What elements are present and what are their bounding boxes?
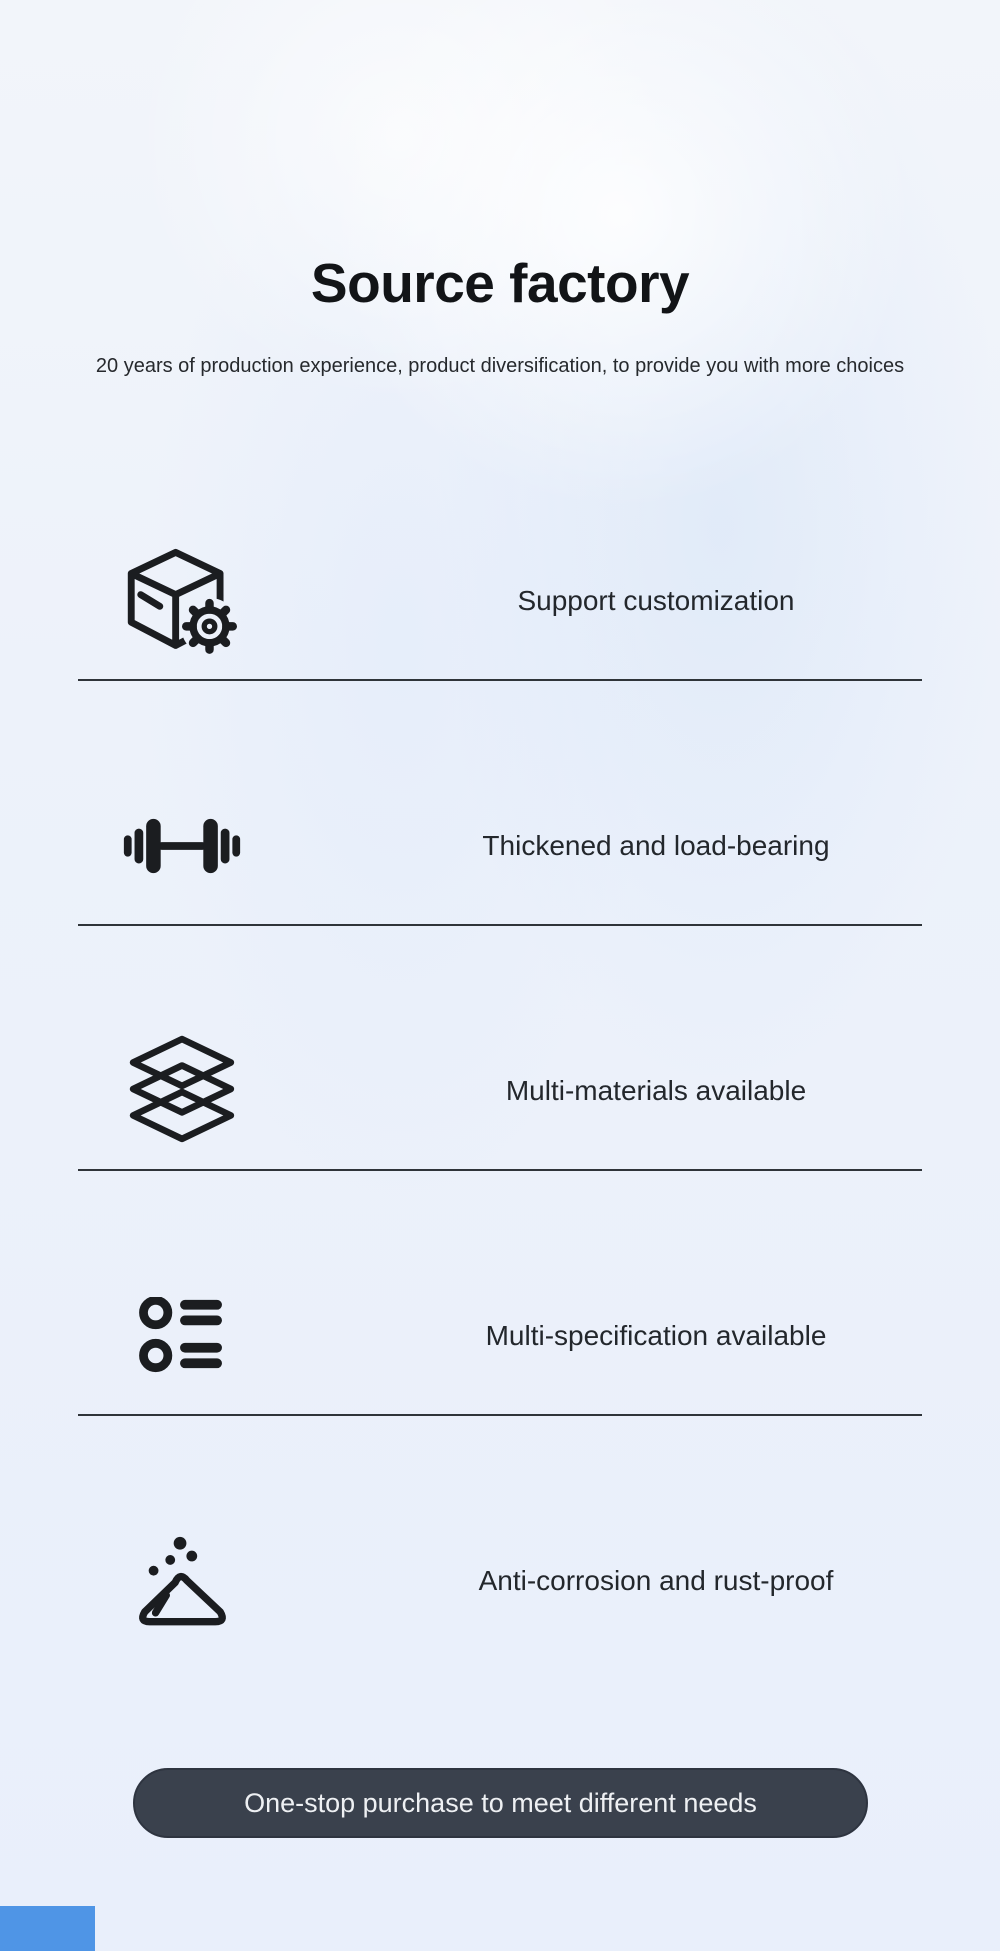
feature-label: Thickened and load-bearing — [482, 830, 830, 861]
feature-label: Anti-corrosion and rust-proof — [478, 1565, 834, 1596]
feature-row-specification — [78, 1171, 922, 1414]
next-section-peek — [0, 1906, 95, 1951]
box-gear-icon — [117, 523, 247, 679]
features-list — [0, 436, 1000, 1659]
list-circles-icon — [117, 1258, 247, 1414]
dumbbell-icon — [117, 768, 247, 924]
page-title: Source factory — [310, 252, 690, 314]
feature-label: Support customization — [517, 585, 795, 616]
feature-row-anti-corrosion — [78, 1416, 922, 1659]
powder-pile-icon — [117, 1503, 247, 1659]
feature-row-load-bearing — [78, 681, 922, 924]
cta-button[interactable]: One-stop purchase to meet different needs — [133, 1768, 868, 1838]
feature-row-customization — [78, 436, 922, 679]
page-subtitle: 20 years of production experience, product diversification, to provide you with more choices — [95, 355, 905, 377]
feature-label: Multi-materials available — [505, 1075, 807, 1106]
feature-label: Multi-specification available — [485, 1320, 827, 1351]
layers-icon — [117, 1013, 247, 1169]
feature-row-materials — [78, 926, 922, 1169]
